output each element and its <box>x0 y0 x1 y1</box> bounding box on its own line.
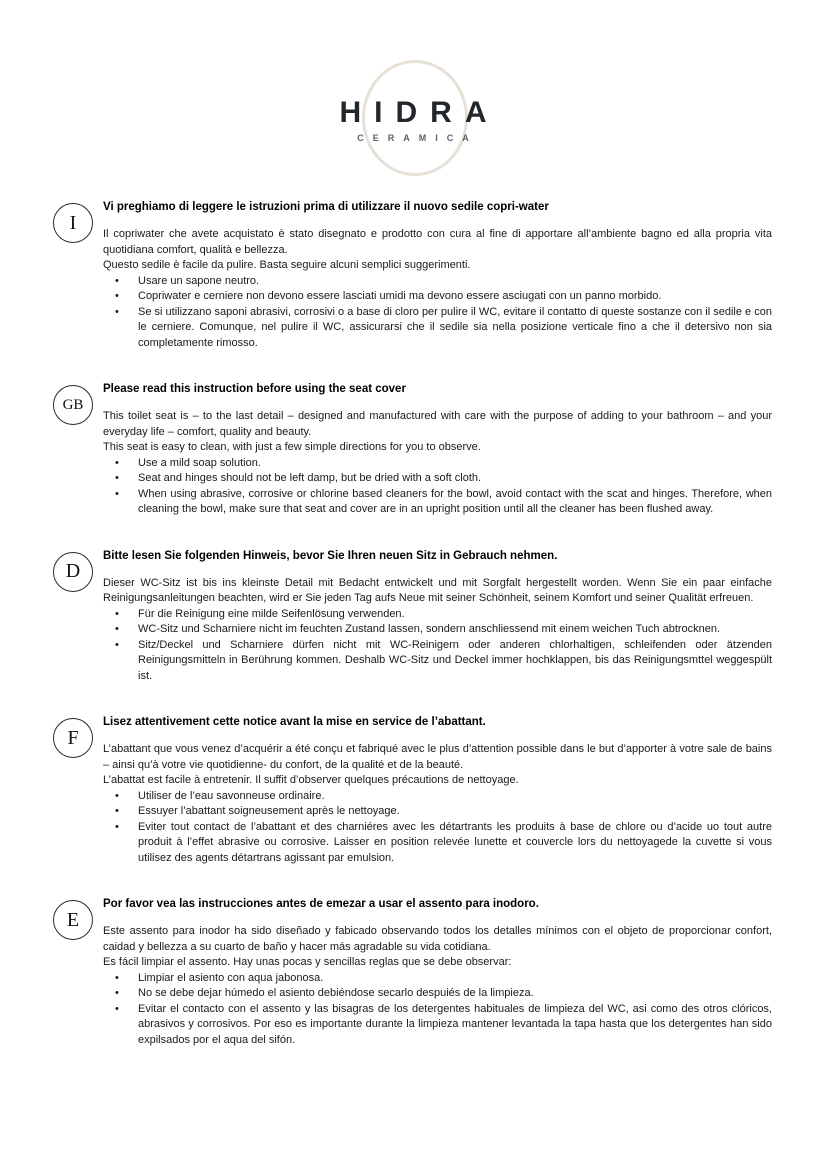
bullet-text: Eviter tout contact de l’abattant et des charniéres avec les détartrants les produits à base de chlore ou d’acide uo tout autre produit à l’effet abrasive ou corrosive. Laisser en position relevée lunette et couvercle lors du nettoyagede la cuvette si vous utilisez des agents détartrans agissant par emulsion. <box>138 820 772 864</box>
brand-subtitle: CERAMICA <box>357 133 478 143</box>
bullet-icon: • <box>115 805 119 817</box>
section-bullet-list <box>103 274 772 352</box>
paragraph: L’abattant que vous venez d’acquérir a été conçu et fabriqué avec le plus d’attention possible dans le but d’apporter à votre sale de bains – ainsi qu’à votre vie quotidienne- du confort, de la qualité et de la beauté. <box>103 743 772 771</box>
section-paragraphs <box>103 924 772 971</box>
bullet-text: Copriwater e cerniere non devono essere lasciati umidi ma devono essere asciugati con un panno morbido. <box>138 290 662 302</box>
bullet-icon: • <box>115 1002 119 1015</box>
section-gutter <box>53 549 103 685</box>
bullet-item <box>103 487 772 518</box>
bullet-item <box>103 986 772 1002</box>
language-code: I <box>69 211 77 234</box>
language-section <box>53 382 772 518</box>
bullet-text: Limpiar el asiento con aqua jabonosa. <box>138 971 324 984</box>
brand-name: HIDRA <box>339 96 500 129</box>
section-body <box>103 200 772 351</box>
bullet-icon: • <box>115 820 119 833</box>
paragraph: Questo sedile è facile da pulire. Basta seguire alcuni semplici suggerimenti. <box>103 259 471 271</box>
bullet-icon: • <box>115 472 119 484</box>
paragraph: Es fácil limpiar el assento. Hay unas pocas y sencillas reglas que se debe observar: <box>103 956 512 968</box>
section-body <box>103 549 772 685</box>
bullet-item <box>103 274 772 290</box>
paragraph: Il copriwater che avete acquistato è stato disegnato e prodotto con cura al fine di apportare all’ambiente bagno ed alla propria vita quotidiana comfort, qualità e bellezza. <box>103 228 772 256</box>
language-section <box>53 549 772 685</box>
section-heading: Please read this instruction before using the seat cover <box>103 383 406 395</box>
section-body <box>103 382 772 518</box>
language-code: F <box>67 726 79 749</box>
paragraph: Dieser WC-Sitz ist bis ins kleinste Detail mit Bedacht entwickelt und mit Sorgfalt hergestellt worden. Wenn Sie ein paar einfache Reinigungsanleitungen beachten, wird er Sie jeden Tag aufs Neue mit seiner Schönheit, seinem Komfort und seiner Qualität erfreuen. <box>103 576 772 604</box>
bullet-text: Use a mild soap solution. <box>138 456 261 469</box>
paragraph: L’abattat est facile à entretenir. Il suffit d’observer quelques précautions de nettoyage. <box>103 774 519 786</box>
bullet-item <box>103 456 772 472</box>
bullet-icon: • <box>115 290 119 302</box>
bullet-text: No se debe dejar húmedo el asiento debiéndose secarlo despuiés de la limpieza. <box>138 987 534 999</box>
bullet-item <box>103 638 772 685</box>
bullet-icon: • <box>115 607 119 620</box>
paragraph: This seat is easy to clean, with just a few simple directions for you to observe. <box>103 441 481 453</box>
section-paragraphs <box>103 409 772 456</box>
bullet-item <box>103 789 772 805</box>
bullet-text: Sitz/Deckel und Scharniere dürfen nicht mit WC-Reinigern oder anderen chlorhaltigen, schleifenden oder ätzenden Reinigungsmitteln in Berührung kommen. Deshalb WC-Sitz und Deckel immer hochklappen, bis das Reinigungsmttel weggespült ist. <box>138 638 772 682</box>
bullet-text: Evitar el contacto con el assento y las bisagras de los detergentes habituales de limpieza del WC, asi como des otros clóricos, abrasivos y corrosivos. Por eso es importante durante la limpieza mantener levantada la tapa hasta que los detergentes han sido expilsados por el aqua del sifón. <box>138 1002 772 1046</box>
bullet-text: Utiliser de l’eau savonneuse ordinaire. <box>138 789 325 802</box>
bullet-item <box>103 971 772 987</box>
section-heading: Por favor vea las instrucciones antes de emezar a usar el assento para inodoro. <box>103 898 539 910</box>
bullet-item <box>103 622 772 638</box>
bullet-item <box>103 607 772 623</box>
bullet-text: Se si utilizzano saponi abrasivi, corrosivi o a base di cloro per pulire il WC, evitare il contatto di queste sostanze con il sedile e con le cerniere. Comunque, nel pulire il WC, assicurarsi che il sedile sia nella posizione verticale fino a che il detersivo non sia completamente rimosso. <box>138 305 772 349</box>
instructions-content <box>53 200 772 1079</box>
brand-logo <box>0 58 826 178</box>
bullet-text: Usare un sapone neutro. <box>138 274 260 287</box>
section-bullet-list <box>103 971 772 1049</box>
paragraph: Este assento para inodor ha sido diseñado y fabicado observando todos los detalles mínimos con el objeto de proporcionar confort, caidad y bellezza a su cuarto de baño y hacer más agradable su vida cotidiana. <box>103 925 772 953</box>
section-gutter <box>53 897 103 1048</box>
section-heading: Vi preghiamo di leggere le istruzioni prima di utilizzare il nuovo sedile copri-water <box>103 201 549 213</box>
bullet-icon: • <box>115 987 119 999</box>
bullet-icon: • <box>115 971 119 984</box>
section-body <box>103 897 772 1048</box>
bullet-item <box>103 820 772 867</box>
language-code: E <box>66 908 80 931</box>
language-badge <box>53 900 93 940</box>
section-paragraphs <box>103 227 772 274</box>
section-paragraphs <box>103 576 772 607</box>
section-heading: Lisez attentivement cette notice avant la mise en service de l’abattant. <box>103 716 486 728</box>
bullet-text: WC-Sitz und Scharniere nicht im feuchten Zustand lassen, sondern anschliessend mit einem weichen Tuch abtrocknen. <box>138 623 721 635</box>
bullet-item <box>103 1002 772 1049</box>
bullet-icon: • <box>115 305 119 318</box>
bullet-icon: • <box>115 487 119 500</box>
language-badge <box>53 552 93 592</box>
bullet-icon: • <box>115 638 119 651</box>
bullet-text: Essuyer l’abattant soigneusement après le nettoyage. <box>138 805 400 817</box>
bullet-icon: • <box>115 456 119 469</box>
bullet-item <box>103 471 772 487</box>
language-section <box>53 715 772 866</box>
section-paragraphs <box>103 742 772 789</box>
bullet-item <box>103 305 772 352</box>
language-code: GB <box>62 396 84 413</box>
language-badge <box>53 385 93 425</box>
section-bullet-list <box>103 789 772 867</box>
section-body <box>103 715 772 866</box>
bullet-icon: • <box>115 623 119 635</box>
section-gutter <box>53 200 103 351</box>
bullet-icon: • <box>115 789 119 802</box>
language-code: D <box>65 560 81 582</box>
language-badge <box>53 203 93 243</box>
bullet-item <box>103 804 772 820</box>
section-bullet-list <box>103 456 772 518</box>
language-section <box>53 200 772 351</box>
section-gutter <box>53 715 103 866</box>
section-gutter <box>53 382 103 518</box>
section-heading: Bitte lesen Sie folgenden Hinweis, bevor Sie Ihren neuen Sitz in Gebrauch nehmen. <box>103 549 558 562</box>
language-section <box>53 897 772 1048</box>
bullet-item <box>103 289 772 305</box>
paragraph: This toilet seat is – to the last detail – designed and manufactured with care with the purpose of adding to your bathroom – and your everyday life – comfort, quality and beauty. <box>103 410 772 438</box>
bullet-icon: • <box>115 274 119 287</box>
bullet-text: Seat and hinges should not be left damp, but be dried with a soft cloth. <box>138 472 482 484</box>
bullet-text: When using abrasive, corrosive or chlorine based cleaners for the bowl, avoid contact with the scat and hinges. Therefore, when cleaning the bowl, make sure that seat and cover are in an upright position until all the cleaner has been flushed away. <box>138 487 772 515</box>
bullet-text: Für die Reinigung eine milde Seifenlösung verwenden. <box>138 607 405 620</box>
section-bullet-list <box>103 607 772 685</box>
language-badge <box>53 718 93 758</box>
